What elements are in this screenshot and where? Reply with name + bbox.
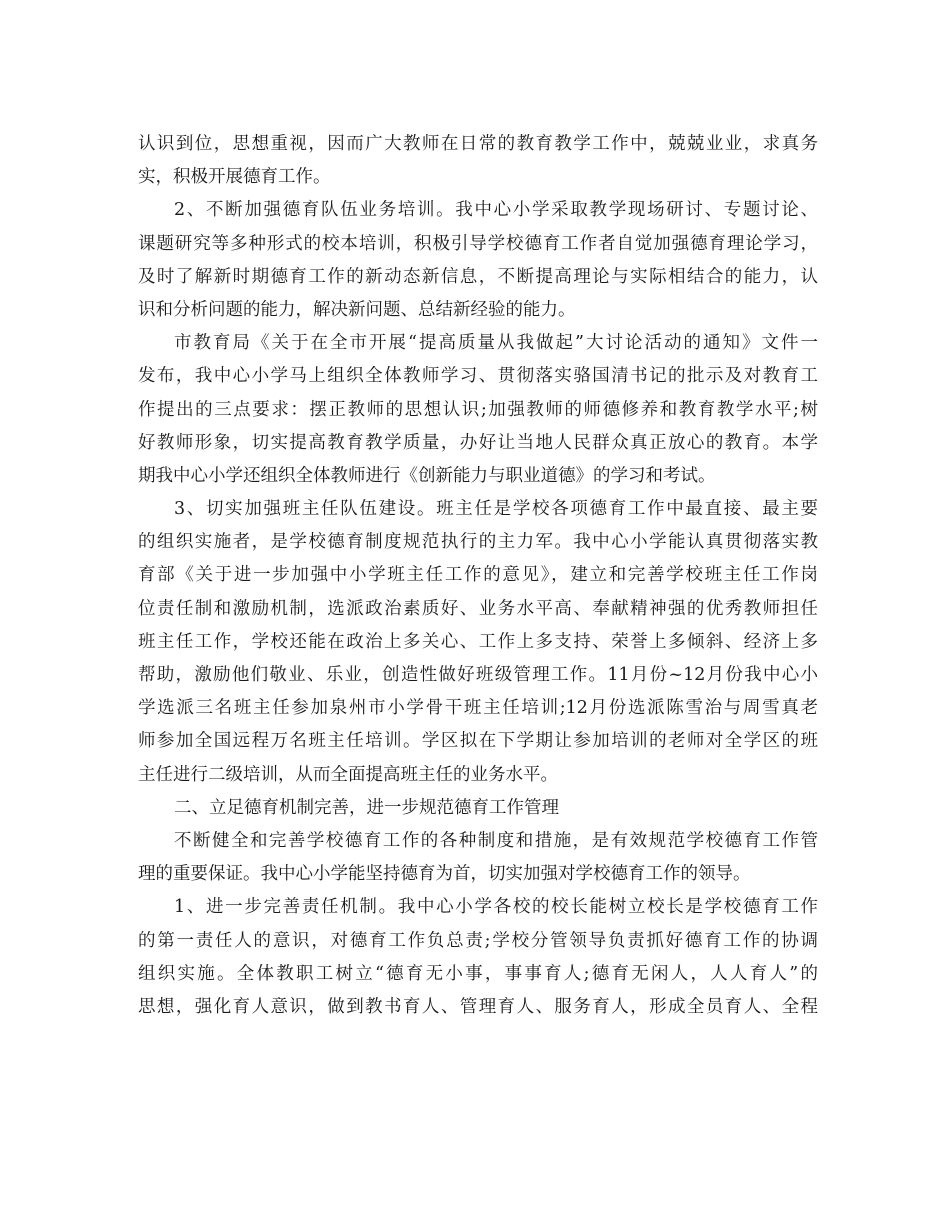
text-line: 2、不断加强德育队伍业务培训。我中心小学采取教学现场研讨、专题讨论、 [174,200,818,221]
text-line: 认识到位，思想重视，因而广大教师在日常的教育教学工作中，兢兢业业，求真务 [138,134,818,154]
text-line: 学选派三名班主任参加泉州市小学骨干班主任培训;12月份选派陈雪治与周雪真老 [138,698,818,719]
text-line: 好教师形象，切实提高教育教学质量，办好让当地人民群众真正放心的教育。本学 [138,432,818,453]
text-line: 师参加全国远程万名班主任培训。学区拟在下学期让参加培训的老师对全学区的班 [138,731,818,752]
text-line: 的第一责任人的意识，对德育工作负总责;学校分管领导负责抓好德育工作的协调 [138,930,818,951]
section-heading: 二、立足德育机制完善，进一步规范德育工作管理 [174,797,559,818]
text-line: 作提出的三点要求：摆正教师的思想认识;加强教师的师德修养和教育教学水平;树 [138,399,818,420]
text-line: 市教育局《关于在全市开展“提高质量从我做起”大讨论活动的通知》文件一 [174,333,818,354]
text-line: 帮助，激励他们敬业、乐业，创造性做好班级管理工作。11月份~12月份我中心小 [138,665,818,685]
text-line: 课题研究等多种形式的校本培训，积极引导学校德育工作者自觉加强德育理论学习， [138,233,818,254]
text-line: 育部《关于进一步加强中小学班主任工作的意见》，建立和完善学校班主任工作岗 [138,565,818,586]
document-body [138,128,818,1024]
text-line: 位责任制和激励机制，选派政治素质好、业务水平高、奉献精神强的优秀教师担任 [138,598,818,619]
text-line: 组织实施。全体教职工树立“德育无小事，事事育人;德育无闲人，人人育人”的 [138,963,818,984]
text-line: 1、进一步完善责任机制。我中心小学各校的校长能树立校长是学校德育工作 [174,897,818,918]
text-line: 期我中心小学还组织全体教师进行《创新能力与职业道德》的学习和考试。 [138,465,716,486]
text-line: 发布，我中心小学马上组织全体教师学习、贯彻落实骆国清书记的批示及对教育工 [138,366,818,387]
text-line: 理的重要保证。我中心小学能坚持德育为首，切实加强对学校德育工作的领导。 [138,864,751,885]
text-line: 实，积极开展德育工作。 [138,167,331,188]
text-line: 班主任工作，学校还能在政治上多关心、工作上多支持、荣誉上多倾斜、经济上多 [138,631,818,652]
text-line: 识和分析问题的能力，解决新问题、总结新经验的能力。 [138,299,576,320]
text-line: 不断健全和完善学校德育工作的各种制度和措施，是有效规范学校德育工作管 [174,830,818,851]
text-line: 思想，强化育人意识，做到教书育人、管理育人、服务育人，形成全员育人、全程 [138,996,818,1017]
text-line: 的组织实施者，是学校德育制度规范执行的主力军。我中心小学能认真贯彻落实教 [138,532,818,553]
text-line: 及时了解新时期德育工作的新动态新信息，不断提高理论与实际相结合的能力，认 [138,266,818,287]
text-line: 主任进行二级培训，从而全面提高班主任的业务水平。 [138,764,558,785]
text-line: 3、切实加强班主任队伍建设。班主任是学校各项德育工作中最直接、最主要 [174,499,818,520]
